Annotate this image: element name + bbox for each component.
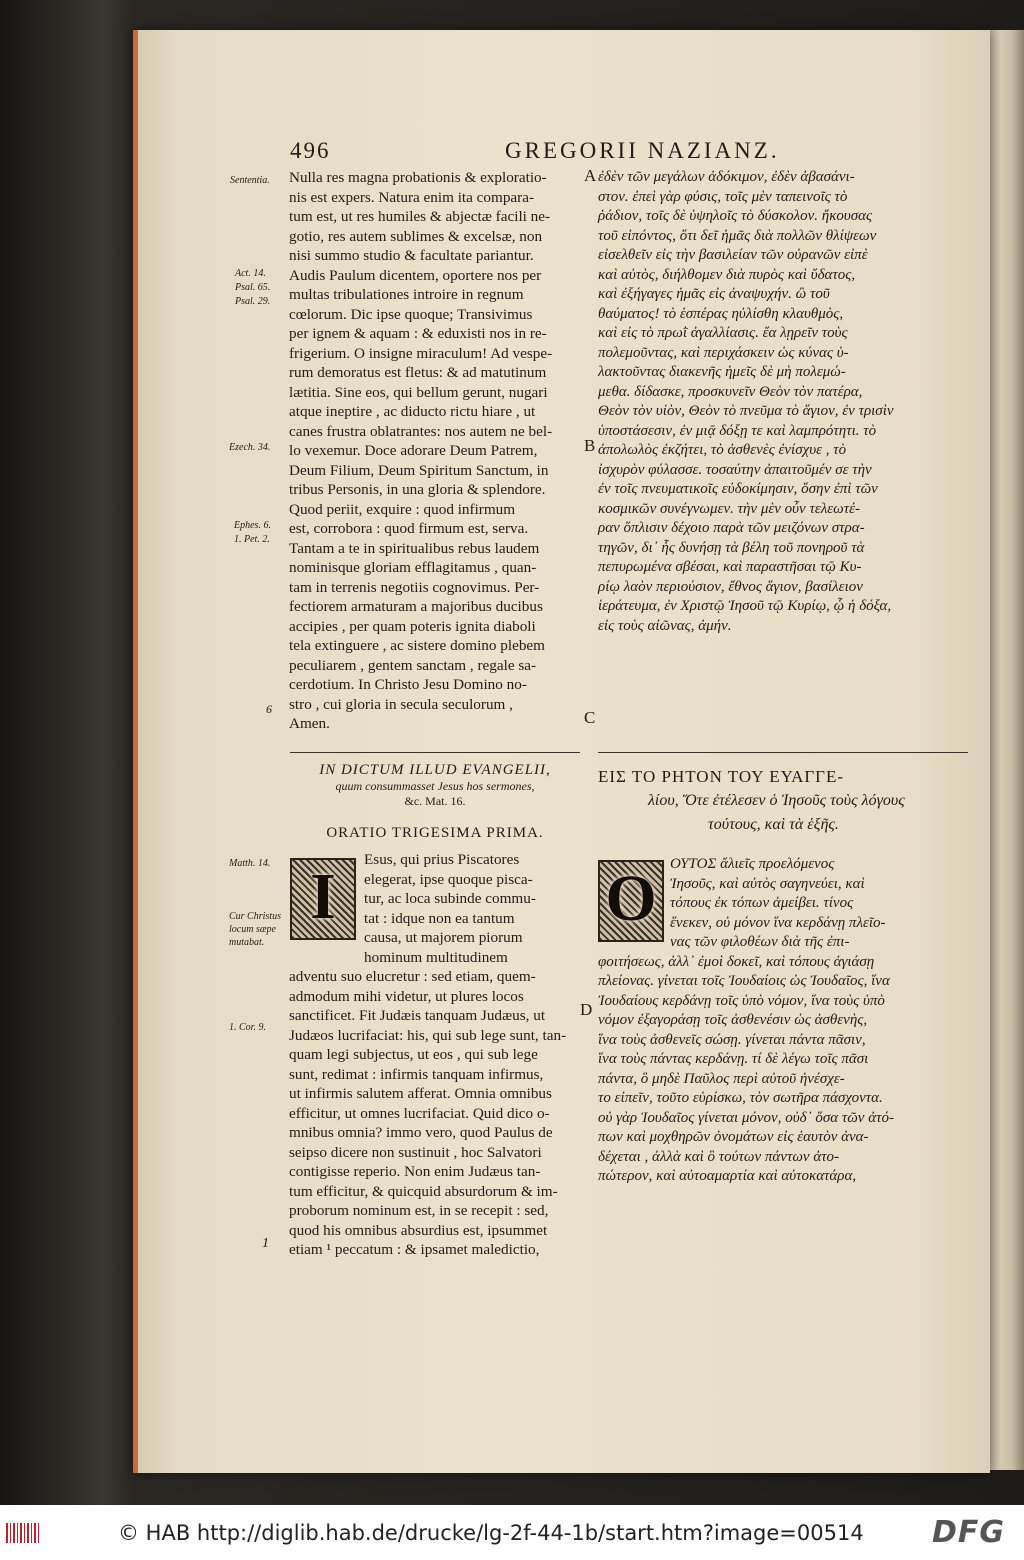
text-line: proborum nominum est, in se recepit : sed, (289, 1202, 549, 1219)
text-line: atque ineptire , ac diducto rictu hiare , ut (289, 403, 536, 420)
text-line: πων καὶ μοχθηρῶν ὀνομάτων εἰς ἑαυτὸν ἀνα- (598, 1129, 869, 1145)
margin-note-1: 1 (262, 1236, 269, 1251)
margin-note-psal65: Psal. 65. (235, 282, 271, 293)
text-line: ραν ὅπλισιν δέχοιο παρὰ τῶν μειζόνων στρα- (598, 520, 865, 536)
divider-latin (290, 752, 580, 753)
text-line: multas tribulationes introire in regnum (289, 286, 524, 303)
text-line: Quod periit, exquire : quod infirmum (289, 500, 516, 518)
text-line: πώτερον, καὶ αὐτοαμαρτία καὶ αὐτοκατάρα, (598, 1168, 857, 1184)
text-line: ἐδὲν τῶν μεγάλων ἀδόκιμον, ἐδὲν ἀβασάνι- (598, 169, 855, 185)
text-line: πάντα, ὃ μηδὲ Παῦλος περὶ αὐτοῦ ἠνέσχε- (598, 1070, 845, 1087)
text-line: gotio, res autem sublimes & excelsæ, non (289, 227, 543, 245)
text-line: efficitur, ut omnes lucrifaciat. Quid dico o- (289, 1104, 550, 1122)
text-line: ἱεράτευμα, ἐν Χριστῷ Ἰησοῦ τῷ Κυρίῳ, ᾧ ἡ δόξα, (598, 598, 892, 614)
text-line: ut infirmis salutem afferat. Omnia omnibus (289, 1085, 552, 1102)
initial-letter: O (605, 862, 657, 935)
running-title: GREGORII NAZIANZ. (505, 138, 780, 163)
text-line: πλείονας. γίνεται τοῖς Ἰουδαίοις ὡς Ἰουδαῖος, ἵνα (598, 973, 890, 989)
text-line: οὐ γὰρ Ἰουδαῖος γίνεται μόνον, οὐδ᾽ ὅσα τῶν ἀτό- (598, 1109, 894, 1126)
text-line: ἵνα τοὺς πάντας κερδάνῃ. τί δὲ λέγω τοῖς πᾶσι (598, 1051, 869, 1067)
latin-text-column-bottom (289, 850, 566, 1260)
margin-note-ezech: Ezech. 34. (229, 442, 271, 453)
text-line: εἰς τοὺς αἰῶνας, ἀμήν. (598, 617, 732, 634)
text-line: Esus, qui prius Piscatores (364, 851, 520, 868)
text-line: etiam ¹ peccatum : & ipsamet maledictio, (289, 1241, 540, 1258)
text-line: Amen. (289, 715, 330, 732)
section-letter-d: D (580, 1000, 593, 1019)
text-line: μεθα. δίδασκε, προσκυνεῖν Θεὸν τὸν πατέρα, (598, 383, 863, 400)
text-line: ἀπολωλὸς ἐκζήτει, τὸ ἀσθενὲς ἐνίσχυε , τὸ (598, 442, 847, 458)
text-line: mnibus omnia? immo vero, quod Paulus de (289, 1124, 553, 1141)
text-line: admodum mihi videtur, ut plures locos (289, 987, 524, 1005)
margin-note-cur-2: locum sæpe (229, 924, 276, 935)
text-line: tam in terrenis negotiis cognovimus. Per- (289, 578, 540, 596)
text-line: cerdotium. In Christo Jesu Domino no- (289, 676, 527, 693)
text-line: nis est expers. Natura enim ita compara- (289, 188, 535, 206)
text-line: tribus Personis, in una gloria & splendore. (289, 481, 546, 498)
text-line: per ignem & aquam : & eduxisti nos in re- (289, 325, 547, 342)
divider-greek (598, 752, 968, 753)
text-line: καὶ αὐτὸς, διήλθομεν διὰ πυρὸς καὶ ὕδατος, (598, 266, 856, 283)
text-line: Ἰουδαίους κερδάνῃ τοῖς ὑπὸ νόμον, ἵνα τοὺς ὑπὸ (598, 992, 885, 1009)
text-line: seipso dicere non sustinuit , hoc Salvatori (289, 1143, 542, 1161)
greek-text-column-top (598, 168, 894, 636)
section-letter-a: A (584, 166, 597, 185)
greek-title-line: τούτους, καὶ τὰ ἑξῆς. (708, 816, 839, 833)
text-line: Tantam a te in spiritualibus rebus laudem (289, 539, 540, 557)
text-line: ἰσχυρὸν φύλασσε. τοσαύτην ἀπαιτοῦμέν σε τὴν (598, 461, 872, 478)
section-letter-c: C (584, 708, 596, 727)
text-line: το εἰπεῖν, τοῦτο εὑρίσκω, τὸν σωτῆρα πάσχοντα. (598, 1090, 883, 1106)
text-line: τοῦ εἰπόντος, ὅτι δεῖ ἡμᾶς διὰ πολλῶν θλίψεων (598, 227, 877, 244)
text-line: ΟΥΤΟΣ ἄλιεῖς προελόμενος (670, 856, 835, 872)
text-line: Judæos lucrifaciat: his, qui sub lege sunt, tan- (289, 1026, 567, 1044)
margin-note-cur-1: Cur Christus (229, 911, 281, 922)
viewer-footer (0, 1505, 1024, 1560)
page-header (290, 138, 990, 170)
text-line: est, corrobora : quod firmum est, serva. (289, 520, 529, 537)
text-line: elegerat, ipse quoque pisca- (364, 870, 533, 888)
text-line: sunt, redimat : infirmis tanquam infirmus, (289, 1065, 544, 1083)
facing-page-edge (985, 30, 1024, 1470)
text-line: ἐν τοῖς πνευματικοῖς εὐδοκίμησιν, ὅσην ἐπὶ τῶν (598, 481, 878, 497)
text-line: ρίῳ λαὸν περιούσιον, ἔθνος ἅγιον, βασίλειον (598, 578, 863, 595)
initial-letter: I (310, 860, 336, 933)
text-line: lo vexemur. Doce adorare Deum Patrem, (289, 442, 538, 459)
text-line: ἕνεκεν, οὐ μόνον ἵνα κερδάνῃ πλεῖο- (670, 914, 886, 931)
greek-title-line: ΕΙΣ ΤΟ ΡΗΤΟΝ ΤΟΥ ΕΥΑΓΓΕ- (598, 767, 845, 786)
latin-oration-heading: ORATIO TRIGESIMA PRIMA. (326, 825, 544, 841)
text-line: λακτοῦντας διακενῆς ἡμεῖς δὲ μὴ πολεμώ- (598, 364, 846, 380)
greek-title-line: λίου, Ὅτε ἐτέλεσεν ὁ Ἰησοῦς τοὺς λόγους (648, 792, 905, 809)
text-line: κοσμικῶν συνέγνωμεν. τὴν μὲν οὖν τελεωτέ- (598, 500, 861, 517)
latin-text-column-top (289, 168, 552, 734)
text-line: καὶ ἐξήγαγες ἡμᾶς εἰς ἀναψυχήν. ὢ τοῦ (598, 286, 830, 302)
text-line: Θεὸν τὸν υἱὸν, Θεὸν τὸ πνεῦμα τὸ ἅγιον, ἐν τρισὶν (598, 403, 894, 419)
latin-title-line: IN DICTUM ILLUD EVANGELII, (319, 762, 551, 778)
text-line: quod his omnibus absurdius est, ipsummet (289, 1221, 548, 1239)
margin-note-matth: Matth. 14. (229, 858, 271, 869)
text-line: στον. ἐπεὶ γὰρ φύσις, τοῖς μὲν ταπεινοῖς τὸ (598, 188, 848, 205)
text-line: Nulla res magna probationis & exploratio- (289, 169, 547, 186)
text-line: Ἰησοῦς, καὶ αὐτὸς σαγηνεύει, καὶ (670, 875, 865, 892)
margin-note-cor: 1. Cor. 9. (229, 1022, 266, 1033)
text-line: tum efficitur, & quicquid absurdorum & im- (289, 1182, 558, 1200)
margin-note-psal29: Psal. 29. (235, 296, 271, 307)
margin-note-petr: 1. Pet. 2. (234, 534, 270, 545)
latin-title-line: quum consummasset Jesus hos sermones, (335, 779, 535, 793)
latin-oration-title (290, 762, 580, 809)
text-line: adventu suo elucretur : sed etiam, quem- (289, 968, 536, 985)
text-line: τηγῶν, δι᾽ ἧς δυνήσῃ τὰ βέλη τοῦ πονηροῦ τὰ (598, 539, 865, 556)
margin-note-sententia: Sententia. (230, 175, 270, 186)
text-line: δέχεται , ἀλλὰ καὶ ὃ τούτων πάντων ἀτο- (598, 1148, 840, 1165)
text-line: nominisque gloriam efflagitamus , quan- (289, 559, 537, 576)
margin-note-6: 6 (266, 702, 272, 716)
text-line: Deum Filium, Deum Spiritum Sanctum, in (289, 461, 549, 479)
latin-title-line: &c. Mat. 16. (404, 794, 466, 808)
greek-text-column-bottom (598, 855, 894, 1187)
text-line: θαύματος! τὸ ἑσπέρας ηὐλίσθη κλαυθμὸς, (598, 305, 844, 322)
text-line: cœlorum. Dic ipse quoque; Transivimus (289, 305, 533, 323)
text-line: ῥάδιον, τοῖς δὲ ὑψηλοῖς τὸ δύσκολον. ἤκουσας (598, 208, 873, 224)
text-line: fectiorem armaturam a majoribus ducibus (289, 598, 543, 615)
text-line: tela extinguere , ac sistere domino plebem (289, 637, 545, 654)
text-line: νόμον ἐξαγοράσῃ τοῖς ἀσθενέσιν ὡς ἀσθενὴς, (598, 1012, 868, 1028)
text-line: peculiarem , gentem sanctam , regale sa- (289, 656, 537, 674)
text-line: tur, ac loca subinde commu- (364, 890, 536, 907)
text-line: νας τῶν φιλοθέων διὰ τῆς ἐπι- (670, 934, 850, 950)
text-line: contigisse reperio. Non enim Judæus tan- (289, 1163, 541, 1180)
text-line: causa, ut majorem piorum (364, 929, 523, 946)
text-line: tum est, ut res humiles & abjectæ facili ne- (289, 208, 551, 225)
text-line: Audis Paulum dicentem, oportere nos per (289, 266, 542, 284)
hab-barcode-icon (6, 1523, 40, 1543)
text-line: τόπους ἐκ τόπων ἀμείβει. τίνος (670, 895, 854, 911)
text-line: ἵνα τοὺς ἀσθενεῖς σώσῃ. γίνεται πάντα πᾶσιν, (598, 1031, 866, 1048)
text-line: πεπυρωμένα σβέσαι, καὶ παραστῆσαι τῷ Κυ- (598, 559, 862, 575)
text-line: stro , cui gloria in secula seculorum , (289, 695, 513, 713)
text-line: canes frustra oblatrantes: nos autem ne bel- (289, 422, 553, 440)
text-line: πολεμοῦντας, καὶ περιχάσκειν ὡς κύνας ὑ- (598, 344, 849, 361)
section-letter-b: B (584, 436, 596, 455)
text-line: frigerium. O insigne miraculum! Ad vespe- (289, 344, 553, 362)
text-line: φοιτήσεως, ἀλλ᾽ ἐμοὶ δοκεῖ, καὶ τόπους ἁγιάσῃ (598, 953, 875, 970)
margin-note-ephes: Ephes. 6. (234, 520, 271, 531)
text-line: ὑποστάσεσιν, ἐν μιᾷ δόξῃ τε καὶ λαμπρότητι. τὸ (598, 422, 877, 439)
text-line: tat : idque non ea tantum (364, 909, 515, 927)
greek-oration-title (598, 765, 968, 837)
text-line: καὶ εἰς τὸ πρωῒ ἀγαλλίασις. ἔα λῃρεῖν τοὺς (598, 325, 848, 341)
dfg-logo: DFG (932, 1515, 1006, 1550)
text-line: lætitia. Sine eos, qui bellum gerunt, nugari (289, 383, 548, 401)
text-line: εἰσελθεῖν εἰς τὴν βασιλείαν τῶν οὐρανῶν εἰπὲ (598, 247, 868, 263)
margin-note-acts: Act. 14. (235, 268, 266, 279)
copyright-link[interactable]: © HAB http://diglib.hab.de/drucke/lg-2f-44-1b/start.htm?image=00514 (118, 1521, 864, 1545)
text-line: hominum multitudinem (364, 948, 508, 966)
text-line: quam legi subjectus, ut eos , qui sub lege (289, 1046, 538, 1063)
margin-note-cur-3: mutabat. (229, 937, 265, 948)
text-line: accipies , per quam poteris ignita diaboli (289, 617, 536, 635)
page-number: 496 (290, 138, 331, 163)
text-line: rum demoratus est fletus: & ad matutinum (289, 364, 547, 381)
text-line: nisi summo studio & facultate pariantur. (289, 247, 534, 264)
text-line: sanctificet. Fit Judæis tanquam Judæus, ut (289, 1007, 546, 1024)
